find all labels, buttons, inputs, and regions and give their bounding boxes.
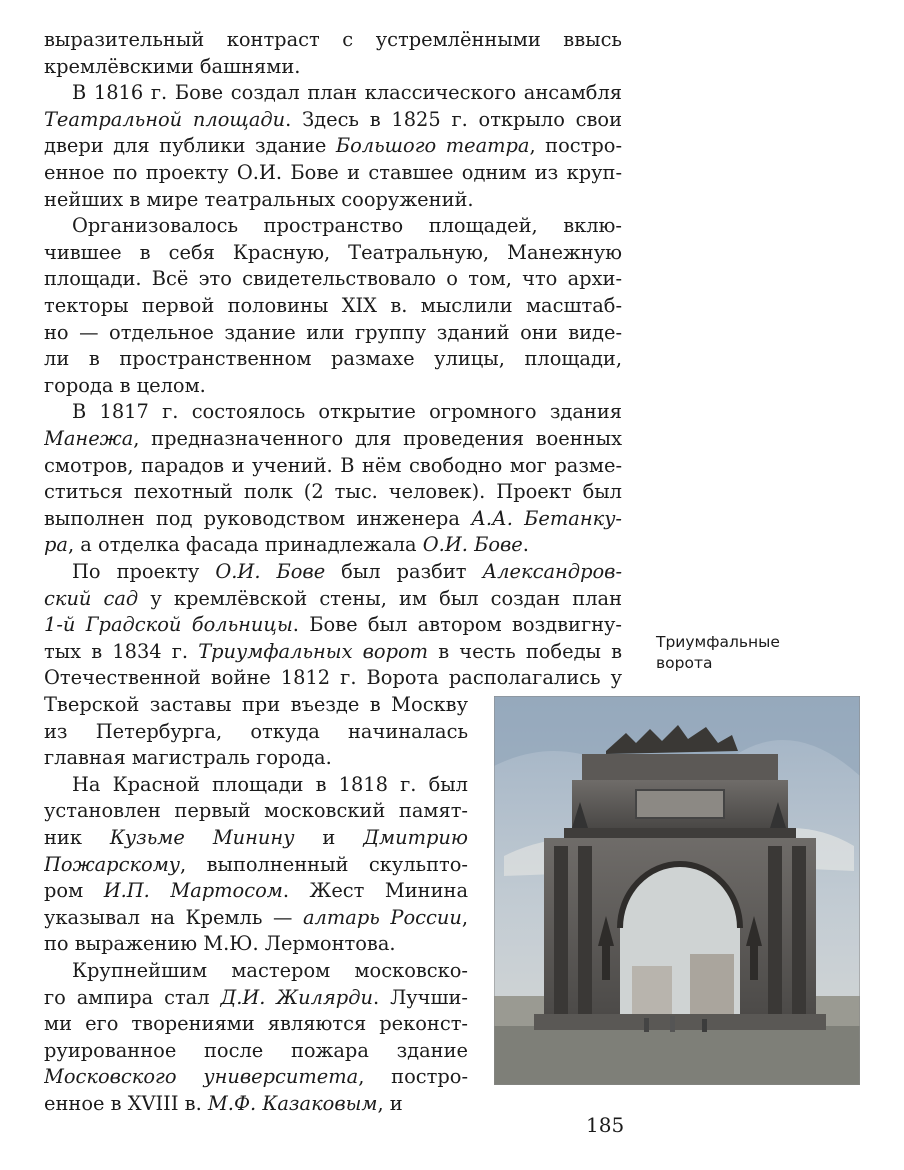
italic-term: Триумфальных ворот bbox=[198, 639, 429, 663]
text-segment: кремлёвскими башнями. bbox=[44, 54, 301, 78]
text-line bbox=[44, 1064, 468, 1091]
text-line bbox=[44, 1091, 468, 1118]
text-segment: . Лучши- bbox=[373, 985, 468, 1009]
text-line bbox=[44, 825, 468, 852]
text-segment: тых в 1834 г. bbox=[44, 639, 199, 663]
text-line bbox=[44, 160, 622, 187]
italic-term: О.И. Бове bbox=[422, 533, 523, 557]
text-segment: В 1817 г. состоялось открытие огромного здания bbox=[72, 400, 622, 424]
text-line bbox=[44, 665, 622, 692]
text-line bbox=[44, 931, 468, 958]
page-number: 185 bbox=[586, 1113, 625, 1137]
text-segment: ми его творениями являются реконст- bbox=[44, 1012, 468, 1036]
text-line bbox=[44, 772, 468, 799]
text-segment: На Красной площади в 1818 г. был bbox=[72, 772, 468, 796]
text-line bbox=[44, 745, 468, 772]
text-segment: ром bbox=[44, 879, 104, 903]
text-segment: нейших в мире театральных сооружений. bbox=[44, 187, 474, 211]
text-segment: , предназначенного для проведения военных bbox=[133, 427, 622, 450]
text-segment: текторы первой половины XIX в. мыслили масштаб- bbox=[44, 294, 622, 317]
text-line bbox=[44, 293, 622, 320]
text-line bbox=[44, 958, 468, 985]
text-segment: в честь победы в bbox=[428, 639, 622, 663]
italic-term: А.А. Бетанку- bbox=[471, 506, 622, 530]
text-line bbox=[44, 878, 468, 905]
text-line bbox=[44, 586, 622, 613]
text-line bbox=[44, 532, 622, 559]
text-segment: смотров, парадов и учений. В нём свободно мог разме- bbox=[44, 453, 622, 477]
figure-caption bbox=[656, 632, 856, 674]
text-line bbox=[44, 506, 622, 533]
text-line bbox=[44, 54, 622, 81]
italic-term: ский сад bbox=[44, 586, 139, 610]
text-segment: , и bbox=[377, 1092, 403, 1115]
text-segment: Отечественной войне 1812 г. Ворота располагались у bbox=[44, 666, 622, 690]
italic-term: М.Ф. Казаковым bbox=[207, 1092, 378, 1115]
italic-term: Театральной площади bbox=[44, 107, 286, 131]
italic-term: 1-й Градской больницы bbox=[44, 613, 293, 637]
text-segment: енное в XVIII в. bbox=[44, 1092, 208, 1115]
text-line bbox=[44, 1011, 468, 1038]
text-line bbox=[44, 798, 468, 825]
text-line bbox=[44, 107, 622, 134]
italic-term: Д.И. Жилярди bbox=[220, 985, 374, 1009]
text-segment: ли в пространственном размахе улицы, площади, bbox=[44, 347, 622, 371]
caption-line: Триумфальные bbox=[656, 633, 780, 651]
text-segment: ник bbox=[44, 826, 110, 849]
italic-term: Манежа bbox=[44, 427, 134, 450]
text-segment: , bbox=[461, 905, 468, 929]
italic-term: алтарь России bbox=[303, 905, 462, 929]
text-segment: . Здесь в 1825 г. открыло свои bbox=[285, 107, 622, 131]
text-segment: указывал на Кремль — bbox=[44, 905, 303, 929]
text-segment: . bbox=[522, 533, 529, 557]
text-line bbox=[44, 133, 622, 160]
text-line bbox=[44, 80, 622, 107]
text-segment: , постро- bbox=[529, 134, 622, 158]
text-line bbox=[44, 266, 622, 293]
text-segment: по выражению М.Ю. Лермонтова. bbox=[44, 932, 396, 956]
italic-term: Александров- bbox=[482, 560, 622, 583]
text-segment: из Петербурга, откуда начиналась bbox=[44, 719, 468, 743]
text-segment: Крупнейшим мастером московско- bbox=[72, 959, 468, 982]
text-line bbox=[44, 240, 622, 267]
text-line bbox=[44, 852, 468, 879]
text-line bbox=[44, 426, 622, 453]
text-segment: и bbox=[294, 826, 364, 849]
text-line bbox=[44, 559, 622, 586]
text-line bbox=[44, 719, 468, 746]
text-line bbox=[44, 320, 622, 347]
text-segment: , выполненный скульпто- bbox=[180, 852, 468, 876]
text-line bbox=[44, 453, 622, 480]
caption-line: ворота bbox=[656, 654, 713, 672]
text-segment: енное по проекту О.И. Бове и ставшее одним из круп- bbox=[44, 161, 622, 184]
text-segment: города в целом. bbox=[44, 373, 206, 397]
text-line bbox=[44, 187, 622, 214]
text-segment: но — отдельное здание или группу зданий они виде- bbox=[44, 320, 622, 344]
italic-term: Большого театра bbox=[335, 134, 530, 158]
text-line bbox=[44, 1038, 468, 1065]
text-line bbox=[44, 692, 468, 719]
italic-term: Московского университета bbox=[44, 1065, 359, 1089]
text-segment: . Жест Минина bbox=[282, 879, 468, 903]
text-segment: Тверской заставы при въезде в Москву bbox=[44, 693, 468, 716]
text-segment: . Бове был автором воздвигну- bbox=[292, 613, 622, 637]
italic-term: ра bbox=[44, 533, 68, 557]
text-segment: был разбит bbox=[325, 560, 483, 583]
text-line bbox=[44, 27, 622, 54]
text-line bbox=[44, 399, 622, 426]
text-segment: , постро- bbox=[358, 1065, 468, 1089]
italic-term: Дмитрию bbox=[363, 826, 468, 849]
text-line bbox=[44, 479, 622, 506]
text-segment: главная магистраль города. bbox=[44, 746, 332, 770]
text-line bbox=[44, 905, 468, 932]
text-segment: В 1816 г. Бове создал план классического ансамбля bbox=[72, 81, 622, 105]
text-segment: По проекту bbox=[72, 560, 216, 583]
text-line bbox=[44, 985, 468, 1012]
italic-term: О.И. Бове bbox=[215, 560, 326, 583]
italic-term: И.П. Мартосом bbox=[103, 879, 283, 903]
text-segment: Организовалось пространство площадей, вклю- bbox=[72, 214, 622, 238]
text-line bbox=[44, 373, 622, 400]
text-segment: чившее в себя Красную, Театральную, Манежную bbox=[44, 240, 622, 264]
text-segment: установлен первый московский памят- bbox=[44, 799, 468, 823]
text-line bbox=[44, 213, 622, 240]
text-segment: выполнен под руководством инженера bbox=[44, 506, 472, 530]
italic-term: Пожарскому bbox=[44, 852, 181, 876]
text-segment: у кремлёвской стены, им был создан план bbox=[138, 586, 622, 610]
text-line bbox=[44, 639, 622, 666]
text-segment: площади. Всё это свидетельствовало о том, что архи- bbox=[44, 267, 622, 291]
italic-term: Кузьме Минину bbox=[109, 826, 295, 849]
text-segment: выразительный контраст с устремлёнными ввысь bbox=[44, 28, 622, 51]
text-segment: ститься пехотный полк (2 тыс. человек). Проект был bbox=[44, 480, 622, 504]
text-line bbox=[44, 612, 622, 639]
text-segment: го ампира стал bbox=[44, 985, 221, 1009]
triumphal-arch-photo bbox=[494, 696, 860, 1085]
text-segment: двери для публики здание bbox=[44, 134, 336, 158]
text-segment: руированное после пожара здание bbox=[44, 1038, 468, 1062]
text-segment: , а отделка фасада принадлежала bbox=[67, 533, 423, 557]
text-line bbox=[44, 346, 622, 373]
